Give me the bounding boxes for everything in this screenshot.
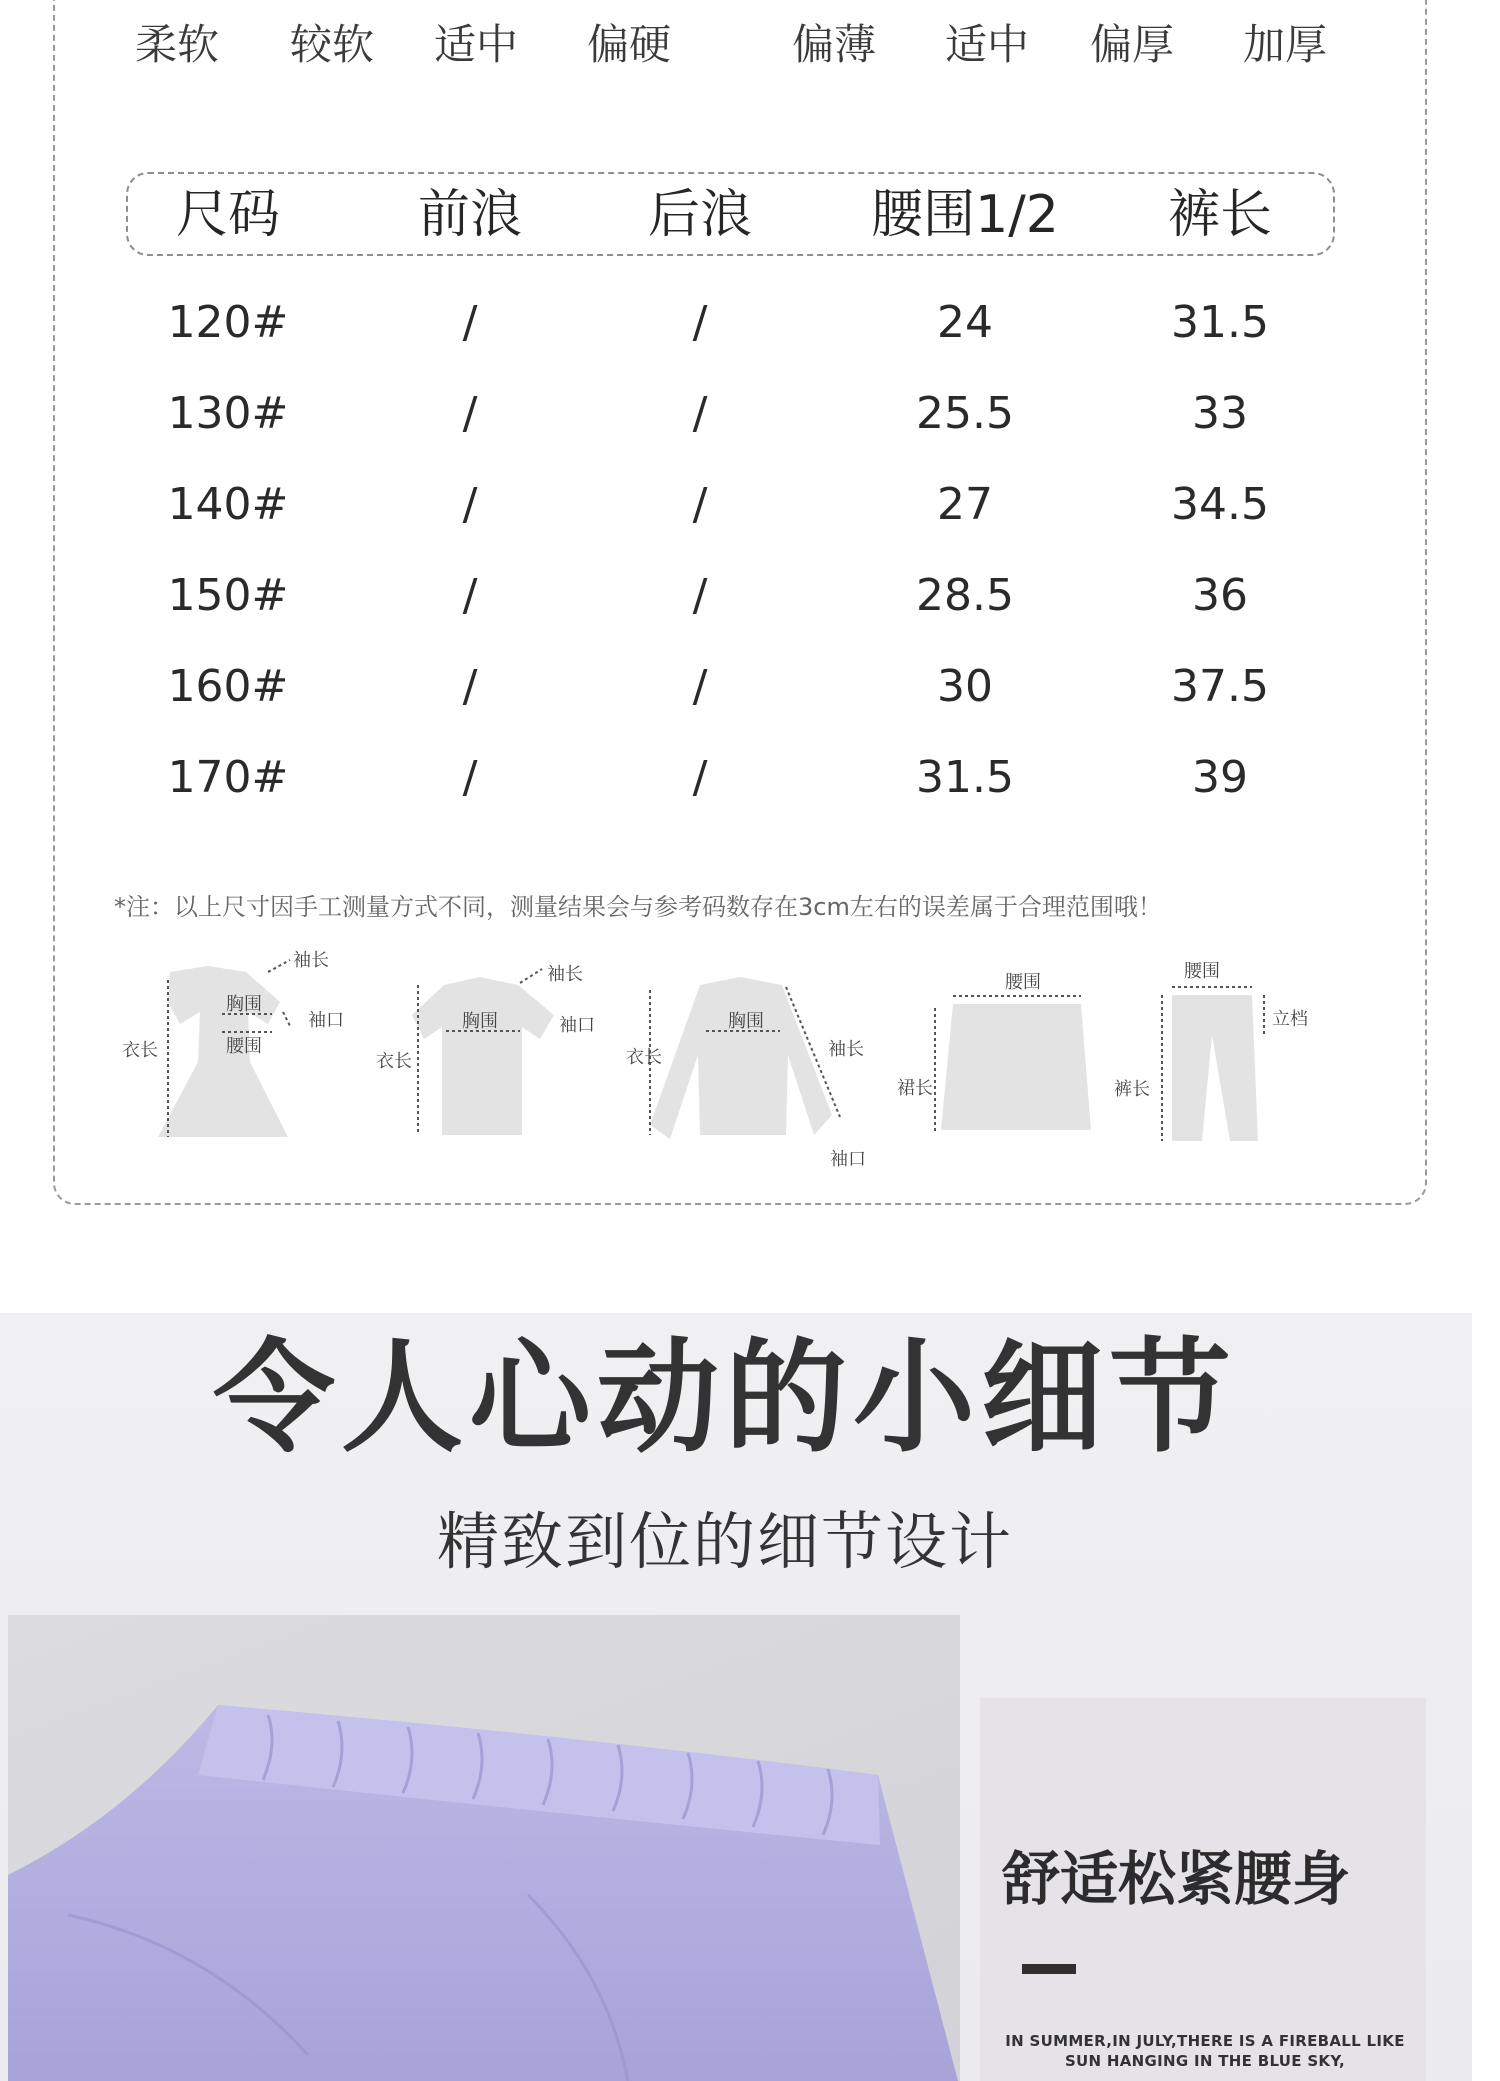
cell-half-waist: 27 (937, 479, 993, 530)
cell-front-rise: / (462, 297, 478, 348)
cell-back-rise: / (692, 570, 708, 621)
longsleeve-guide (620, 955, 880, 1175)
cell-front-rise: / (462, 479, 478, 530)
cell-pants-length: 34.5 (1171, 479, 1269, 530)
cell-back-rise: / (692, 388, 708, 439)
dress-length-label: 衣长 (122, 1040, 158, 1061)
pants-guide (1112, 955, 1332, 1165)
softness-label-fairly-soft: 较软 (290, 20, 375, 69)
pants-length-label: 裤长 (1114, 1079, 1150, 1100)
softness-label-medium: 适中 (434, 20, 519, 69)
header-back-rise: 后浪 (647, 185, 752, 245)
cell-half-waist: 30 (937, 661, 993, 712)
tshirt-sleeve-label: 袖长 (547, 964, 583, 985)
pants-rise-label: 立档 (1272, 1009, 1308, 1030)
skirt-length-label: 裙长 (897, 1078, 933, 1099)
cell-size: 170# (167, 752, 289, 803)
feature-card-divider (1022, 1964, 1076, 1974)
cell-front-rise: / (462, 570, 478, 621)
feature-card-text-line-2: SUN HANGING IN THE BLUE SKY, (1064, 2052, 1346, 2070)
header-front-rise: 前浪 (417, 185, 522, 245)
cell-pants-length: 36 (1192, 570, 1248, 621)
pants-waist-label: 腰围 (1184, 961, 1220, 982)
details-subtitle: 精致到位的细节设计 (436, 1505, 1013, 1578)
tshirt-cuff-label: 袖口 (559, 1015, 595, 1036)
tshirt-guide (372, 955, 612, 1155)
dress-waist-label: 腰围 (226, 1036, 262, 1057)
cell-half-waist: 25.5 (916, 388, 1014, 439)
cell-half-waist: 31.5 (916, 752, 1014, 803)
cell-pants-length: 37.5 (1171, 661, 1269, 712)
cell-size: 140# (167, 479, 289, 530)
feature-card-text-line-1: IN SUMMER,IN JULY,THERE IS A FIREBALL LIKE (1005, 2032, 1405, 2050)
cell-pants-length: 31.5 (1171, 297, 1269, 348)
softness-label-hard: 偏硬 (587, 20, 672, 69)
thickness-label-thin: 偏薄 (792, 20, 877, 69)
cell-front-rise: / (462, 661, 478, 712)
cell-size: 160# (167, 661, 289, 712)
cell-size: 150# (167, 570, 289, 621)
longsleeve-cuff-label: 袖口 (830, 1149, 866, 1170)
cell-pants-length: 33 (1192, 388, 1248, 439)
cell-half-waist: 28.5 (916, 570, 1014, 621)
cell-back-rise: / (692, 479, 708, 530)
waistband-photo (8, 1615, 960, 2081)
longsleeve-length-label: 衣长 (626, 1047, 662, 1068)
dress-cuff-label: 袖口 (308, 1010, 344, 1031)
cell-half-waist: 24 (937, 297, 993, 348)
longsleeve-sleeve-label: 袖长 (828, 1039, 864, 1060)
longsleeve-chest-label: 胸围 (728, 1011, 764, 1032)
softness-label-soft: 柔软 (135, 20, 220, 69)
tshirt-chest-label: 胸围 (462, 1011, 498, 1032)
dress-chest-label: 胸围 (226, 994, 262, 1015)
cell-size: 120# (167, 297, 289, 348)
cell-front-rise: / (462, 752, 478, 803)
cell-back-rise: / (692, 297, 708, 348)
cell-pants-length: 39 (1192, 752, 1248, 803)
skirt-waist-label: 腰围 (1005, 972, 1041, 993)
skirt-guide (895, 960, 1115, 1150)
cell-back-rise: / (692, 752, 708, 803)
cell-front-rise: / (462, 388, 478, 439)
details-title: 令人心动的小细节 (213, 1327, 1237, 1469)
purple-pants-illustration (8, 1615, 960, 2081)
thickness-label-extra-thick: 加厚 (1243, 20, 1328, 69)
thickness-label-thick: 偏厚 (1090, 20, 1175, 69)
dress-guide (118, 952, 358, 1152)
measurement-note: *注：以上尺寸因手工测量方式不同，测量结果会与参考码数存在3cm左右的误差属于合理范围哦！ (114, 893, 1162, 921)
dress-sleeve-label: 袖长 (293, 950, 329, 971)
thickness-label-medium: 适中 (945, 20, 1030, 69)
header-size: 尺码 (175, 185, 280, 245)
cell-back-rise: / (692, 661, 708, 712)
tshirt-length-label: 衣长 (376, 1051, 412, 1072)
header-pants-length: 裤长 (1167, 185, 1272, 245)
feature-card-title: 舒适松紧腰身 (1002, 1845, 1351, 1913)
header-half-waist: 腰围1/2 (871, 185, 1059, 245)
cell-size: 130# (167, 388, 289, 439)
